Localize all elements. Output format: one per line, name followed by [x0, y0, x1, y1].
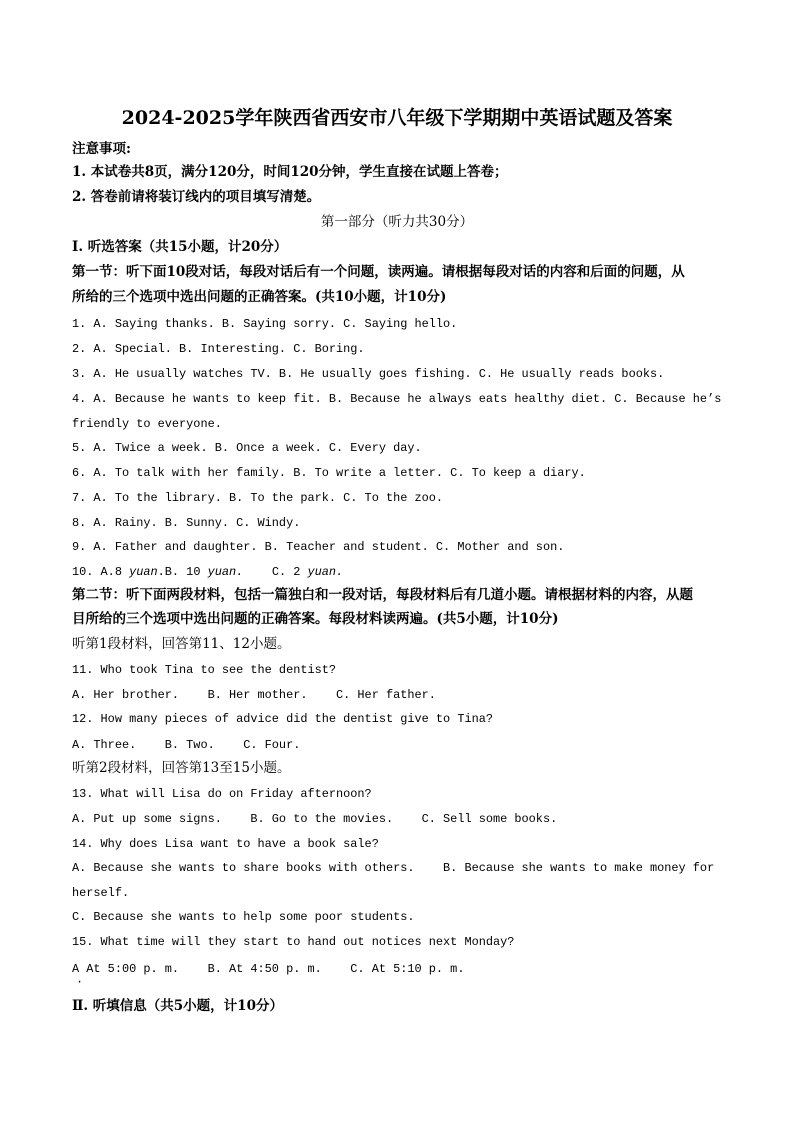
question: friendly to everyone. — [72, 417, 222, 431]
section-heading: Ⅱ. 听填信息（共5小题，计10分） — [72, 998, 283, 1014]
options: A. Because she wants to share books with others. B. Because she wants to make money for — [72, 861, 715, 875]
instructions: 目所给的三个选项中选出问题的正确答案。每段材料读两遍。(共5小题，计10分) — [72, 611, 559, 627]
options: herself. — [72, 886, 130, 900]
document-title: 2024-2025学年陕西省西安市八年级下学期期中英语试题及答案 — [121, 107, 673, 129]
question: 7. A. To the library. B. To the park. C. To the zoo. — [72, 491, 444, 505]
stray-dot: · — [76, 975, 84, 989]
instructions: 所给的三个选项中选出问题的正确答案。(共10小题，计10分) — [72, 289, 447, 305]
options: A. Her brother. B. Her mother. C. Her father. — [72, 688, 436, 702]
question: 9. A. Father and daughter. B. Teacher and student. C. Mother and son. — [72, 540, 565, 554]
q10-unit: yuan. — [307, 565, 344, 579]
options: A. Put up some signs. B. Go to the movies. C. Sell some books. — [72, 812, 558, 826]
question: 6. A. To talk with her family. B. To write a letter. C. To keep a diary. — [72, 466, 586, 480]
material-heading: 听第1段材料，回答第11、12小题。 — [72, 636, 291, 652]
notes-item: 2. 答卷前请将装订线内的项目填写清楚。 — [72, 189, 321, 205]
material-heading: 听第2段材料，回答第13至15小题。 — [72, 760, 291, 776]
q10-unit: yuan — [129, 565, 158, 579]
question: 8. A. Rainy. B. Sunny. C. Windy. — [72, 516, 301, 530]
section-heading: Ⅰ. 听选答案（共15小题，计20分） — [72, 239, 288, 255]
q10-text: C. 2 — [243, 565, 308, 579]
question: 12. How many pieces of advice did the dentist give to Tina? — [72, 712, 493, 726]
question — [72, 567, 343, 579]
question: 13. What will Lisa do on Friday afternoon? — [72, 787, 372, 801]
options: A. Three. B. Two. C. Four. — [72, 738, 301, 752]
notes-heading: 注意事项: — [72, 141, 131, 157]
q10-unit: yuan. — [207, 565, 244, 579]
question: 11. Who took Tina to see the dentist? — [72, 663, 337, 677]
notes-item: 1. 本试卷共8页，满分120分，时间120分钟，学生直接在试题上答卷； — [72, 164, 508, 180]
q10-text: 10. A.8 — [72, 565, 130, 579]
question: 5. A. Twice a week. B. Once a week. C. Every day. — [72, 441, 422, 455]
question: 15. What time will they start to hand out notices next Monday? — [72, 935, 515, 949]
options: C. Because she wants to help some poor students. — [72, 910, 415, 924]
question: 2. A. Special. B. Interesting. C. Boring. — [72, 342, 365, 356]
question: 14. Why does Lisa want to have a book sale? — [72, 837, 379, 851]
options: A At 5:00 p. m. B. At 4:50 p. m. C. At 5:10 p. m. — [72, 962, 465, 976]
question: 4. A. Because he wants to keep fit. B. Because he always eats healthy diet. C. Because he’s — [72, 392, 722, 406]
q10-text: .B. 10 — [157, 565, 208, 579]
question: 3. A. He usually watches TV. B. He usually goes fishing. C. He usually reads books. — [72, 367, 665, 381]
instructions: 第一节：听下面10段对话，每段对话后有一个问题，读两遍。请根据每段对话的内容和后面的问题，从 — [72, 264, 685, 280]
part-heading: 第一部分（听力共30分） — [320, 214, 474, 230]
question: 1. A. Saying thanks. B. Saying sorry. C. Saying hello. — [72, 317, 458, 331]
instructions: 第二节：听下面两段材料，包括一篇独白和一段对话，每段材料后有几道小题。请根据材料的内容，从题 — [72, 587, 693, 603]
